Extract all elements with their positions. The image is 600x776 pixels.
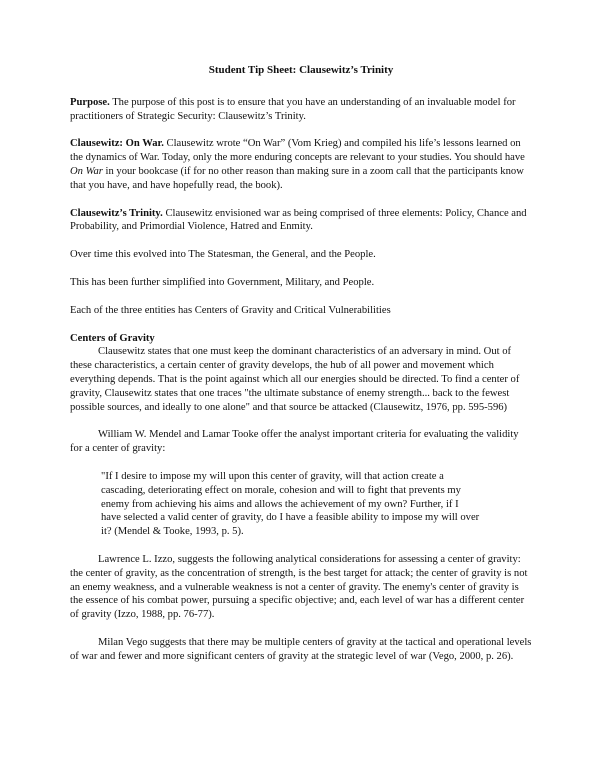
purpose-label: Purpose. (70, 96, 110, 108)
document-body (70, 64, 532, 678)
on-war-italic: On War (70, 165, 103, 177)
purpose-paragraph (70, 96, 532, 124)
centers-paragraph-3: Lawrence L. Izzo, suggests the following analytical considerations for assessing a center of gravity: the center of gravity, as the concentration of strength, is the best target for attack; the center of gravity is not an enemy weakness, and a vulnerable weakness is not a center of gravity. The enemy's center of gravity is the essence of his combat power, pursuing a specific objective; and, each level of war has a different center of gravity (Izzo, 1988, pp. 76-77). (70, 553, 528, 621)
on-war-text-1: Clausewitz wrote “On War” (Vom Krieg) and compiled his life’s lessons learned on the dynamics of War. Today, only the more enduring concepts are relevant to your studies. You should have (70, 138, 525, 164)
on-war-text-2: in your bookcase (if for no other reason than making sure in a zoom call that the participants know that you have, and have hopefully read, the book). (70, 165, 524, 191)
simplified-paragraph: This has been further simplified into Government, Military, and People. (70, 276, 375, 288)
mendel-tooke-quote: "If I desire to impose my will upon this center of gravity, will that action create a cascading, deteriorating effect on morale, cohesion and will to fight that prevents my enemy from achieving his aims and allows the achievement of my own? Further, if I have selected a valid center of gravity, do I have a feasible ability to impose my will over it? (Mendel & Tooke, 1993, p. 5). (101, 470, 480, 538)
centers-paragraph-1: Clausewitz states that one must keep the dominant characteristics of an adversary in mind. Out of these characteristics, a certain center of gravity develops, the hub of all power and movement which everything depends. That is the point against which all our energies should be directed. To find a center of gravity, Clausewitz states that one traces "the ultimate substance of enemy strength... back to the fewest possible sources, and ideally to one alone" and that source be attacked (Clausewitz, 1976, pp. 595-596) (70, 346, 520, 413)
trinity-label: Clausewitz’s Trinity. (70, 207, 163, 219)
evolution-paragraph: Over time this evolved into The Statesman, the General, and the People. (70, 249, 376, 261)
purpose-text: The purpose of this post is to ensure that you have an understanding of an invaluable model for practitioners of Strategic Security: Clausewitz’s Trinity. (70, 96, 516, 122)
trinity-paragraph (70, 207, 532, 235)
on-war-paragraph (70, 137, 532, 192)
on-war-label: Clausewitz: On War. (70, 138, 164, 150)
entities-paragraph: Each of the three entities has Centers of Gravity and Critical Vulnerabilities (70, 304, 391, 316)
document-title: Student Tip Sheet: Clausewitz’s Trinity (208, 64, 394, 76)
trinity-text: Clausewitz envisioned war as being comprised of three elements: Policy, Chance and Probability, and Primordial Violence, Hatred and Enmity. (70, 207, 527, 233)
centers-heading: Centers of Gravity (70, 332, 155, 344)
centers-paragraph-4: Milan Vego suggests that there may be multiple centers of gravity at the tactical and operational levels of war and fewer and more significant centers of gravity at the strategic level of war (Vego, 2000, p. 26). (70, 636, 532, 662)
centers-paragraph-2: William W. Mendel and Lamar Tooke offer the analyst important criteria for evaluating the validity for a center of gravity: (70, 429, 519, 455)
